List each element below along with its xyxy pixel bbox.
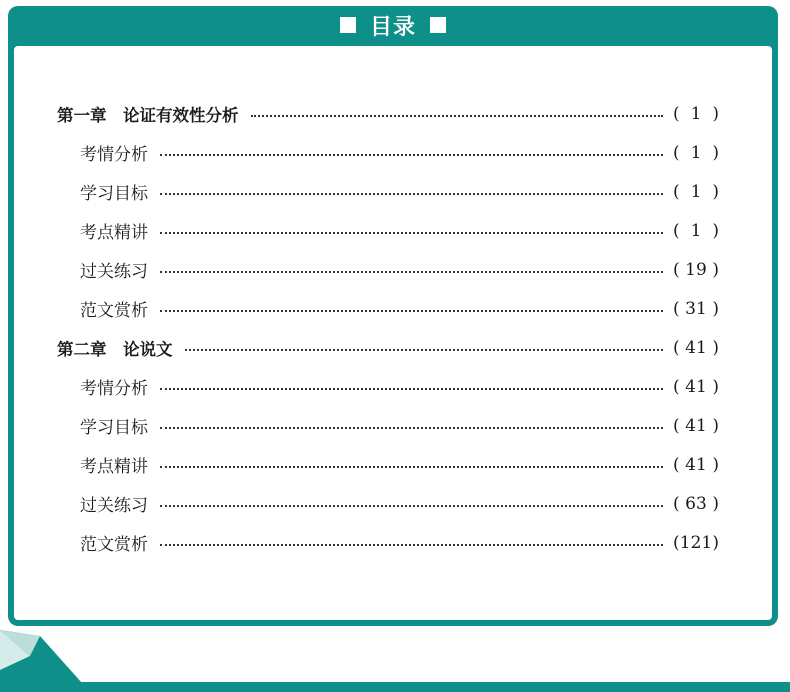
toc-entry-label: 考点精讲 xyxy=(80,457,148,477)
toc-section-row xyxy=(57,250,719,289)
page-curl-decoration xyxy=(0,630,90,692)
toc-chapter-row xyxy=(57,94,719,133)
toc-section-row xyxy=(57,289,719,328)
dot-leader xyxy=(160,310,663,312)
close-paren: ) xyxy=(712,220,719,241)
dot-leader xyxy=(160,505,663,507)
close-paren: ) xyxy=(712,298,719,319)
toc-page-number xyxy=(673,182,719,202)
page-number-value: 41 xyxy=(685,337,707,358)
close-paren: ) xyxy=(712,181,719,202)
page-number-value: 41 xyxy=(685,415,707,436)
toc-page-number xyxy=(673,494,719,514)
toc-section-row xyxy=(57,445,719,484)
page-number-value: 1 xyxy=(690,142,702,163)
open-paren: ( xyxy=(673,337,680,358)
open-paren: ( xyxy=(673,103,680,124)
dot-leader xyxy=(160,466,663,468)
toc-section-row xyxy=(57,211,719,250)
table-of-contents xyxy=(57,94,719,562)
toc-page-number xyxy=(673,338,719,358)
toc-entry-label: 考情分析 xyxy=(80,145,148,165)
toc-chapter-row xyxy=(57,328,719,367)
toc-section-row xyxy=(57,133,719,172)
toc-entry-label: 过关练习 xyxy=(80,262,148,282)
toc-section-row xyxy=(57,523,719,562)
page-number-value: 31 xyxy=(685,298,707,319)
toc-entry-label: 考点精讲 xyxy=(80,223,148,243)
dot-leader xyxy=(160,154,663,156)
toc-entry-label: 第二章 论说文 xyxy=(57,339,173,359)
page-number-value: 41 xyxy=(685,454,707,475)
close-paren: ) xyxy=(712,142,719,163)
close-paren: ) xyxy=(712,376,719,397)
toc-page-number xyxy=(673,221,719,241)
dot-leader xyxy=(160,427,663,429)
toc-header xyxy=(8,6,778,44)
open-paren: ( xyxy=(673,220,680,241)
page-title: 目录 xyxy=(369,14,416,40)
toc-page-number xyxy=(673,104,719,124)
close-paren: ) xyxy=(712,259,719,280)
toc-page-number xyxy=(673,416,719,436)
square-icon xyxy=(340,17,356,33)
toc-entry-label: 学习目标 xyxy=(80,418,148,438)
page-number-value: 1 xyxy=(690,220,702,241)
dot-leader xyxy=(160,544,663,546)
toc-entry-label: 范文赏析 xyxy=(80,535,148,555)
toc-page-number xyxy=(673,299,719,319)
page-number-value: 63 xyxy=(685,493,707,514)
toc-entry-label: 考情分析 xyxy=(80,379,148,399)
open-paren: ( xyxy=(673,298,680,319)
close-paren: ) xyxy=(712,454,719,475)
page-number-value: 121 xyxy=(679,532,713,553)
toc-entry-label: 学习目标 xyxy=(80,184,148,204)
open-paren: ( xyxy=(673,415,680,436)
toc-section-row xyxy=(57,406,719,445)
page-number-value: 19 xyxy=(685,259,707,280)
open-paren: ( xyxy=(673,181,680,202)
toc-page-number xyxy=(673,533,719,553)
open-paren: ( xyxy=(673,259,680,280)
toc-page-number xyxy=(673,377,719,397)
close-paren: ) xyxy=(712,493,719,514)
dot-leader xyxy=(251,115,664,117)
page-number-value: 1 xyxy=(690,103,702,124)
open-paren: ( xyxy=(673,376,680,397)
dot-leader xyxy=(160,271,663,273)
page-number-value: 1 xyxy=(690,181,702,202)
toc-section-row xyxy=(57,484,719,523)
dot-leader xyxy=(160,232,663,234)
open-paren: ( xyxy=(673,142,680,163)
toc-page-number xyxy=(673,143,719,163)
open-paren: ( xyxy=(673,454,680,475)
close-paren: ) xyxy=(712,337,719,358)
bottom-band xyxy=(0,682,790,692)
close-paren: ) xyxy=(712,532,719,553)
page-number-value: 41 xyxy=(685,376,707,397)
toc-entry-label: 范文赏析 xyxy=(80,301,148,321)
dot-leader xyxy=(185,349,664,351)
toc-section-row xyxy=(57,367,719,406)
open-paren: ( xyxy=(673,493,680,514)
toc-entry-label: 第一章 论证有效性分析 xyxy=(57,105,239,125)
dot-leader xyxy=(160,388,663,390)
close-paren: ) xyxy=(712,415,719,436)
toc-section-row xyxy=(57,172,719,211)
open-paren: ( xyxy=(673,532,680,553)
close-paren: ) xyxy=(712,103,719,124)
square-icon xyxy=(430,17,446,33)
toc-page-number xyxy=(673,455,719,475)
dot-leader xyxy=(160,193,663,195)
toc-page-number xyxy=(673,260,719,280)
toc-entry-label: 过关练习 xyxy=(80,496,148,516)
